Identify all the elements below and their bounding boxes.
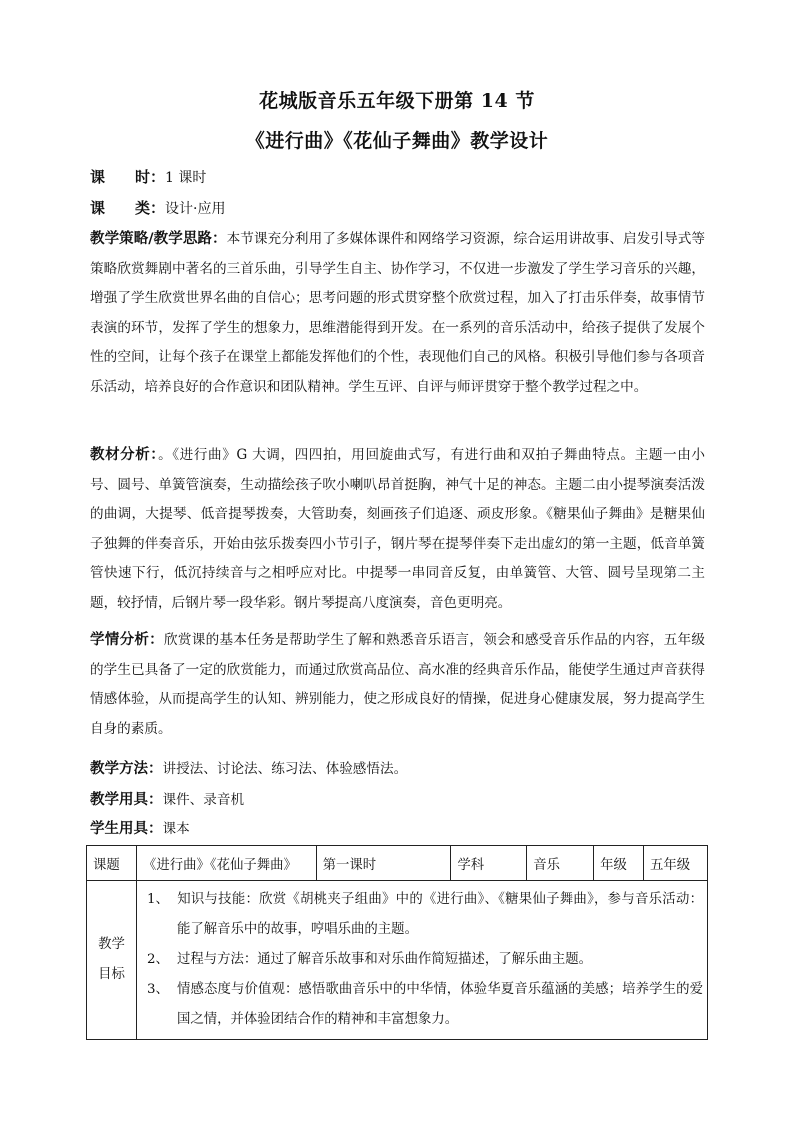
method-section bbox=[90, 755, 705, 785]
table-cell-topic: 《进行曲》《花仙子舞曲》 bbox=[136, 846, 316, 881]
goals-label-line2: 目标 bbox=[98, 967, 125, 982]
goals-label-line1: 教学 bbox=[98, 937, 125, 952]
hours-label: 课 时： bbox=[90, 168, 166, 186]
goal-item bbox=[147, 885, 703, 945]
lesson-hours bbox=[90, 166, 206, 187]
document-title: 花城版音乐五年级下册第 14 节 bbox=[259, 90, 535, 112]
method-label: 教学方法： bbox=[90, 761, 163, 777]
goal-item bbox=[147, 975, 703, 1035]
goals-list bbox=[136, 881, 707, 1040]
lesson-type bbox=[90, 197, 225, 218]
student-text: 欣赏课的基本任务是帮助学生了解和熟悉音乐语言，领会和感受音乐作品的内容，五年级的学生已具备了一定的欣赏能力，而通过欣赏高品位、高水准的经典音乐作品，能使学生通过声音获得情感体验，从而提高学生的认知、辨别能力，使之形成良好的情操，促进身心健康发展，努力提高学生自身的素质。 bbox=[90, 632, 705, 737]
lesson-info-table bbox=[86, 845, 708, 1040]
student-tools-section bbox=[90, 815, 705, 845]
goal-number: 3、 bbox=[146, 982, 169, 997]
table-cell-grade: 五年级 bbox=[644, 846, 708, 881]
table-row bbox=[87, 846, 708, 881]
goal-item bbox=[147, 945, 703, 975]
hours-value: 1 课时 bbox=[165, 170, 207, 186]
table-cell-subject-label: 学科 bbox=[451, 846, 527, 881]
student-label: 学情分析： bbox=[90, 632, 164, 648]
document-subtitle: 《进行曲》《花仙子舞曲》教学设计 bbox=[245, 130, 549, 152]
table-cell-period: 第一课时 bbox=[316, 846, 451, 881]
table-cell-subject: 音乐 bbox=[527, 846, 594, 881]
type-label: 课 类： bbox=[90, 199, 166, 217]
material-analysis-section bbox=[90, 441, 705, 618]
analysis-text: 。《进行曲》G 大调，四四拍，用回旋曲式写，有进行曲和双拍子舞曲特点。主题一由小号、圆号、单簧管演奏，生动描绘孩子吹小喇叭昂首挺胸，神气十足的神态。主题二由小提琴演奏活泼的曲调，大提琴、低音提琴拨奏，大管助奏，刻画孩子们追逐、顽皮形象。《糖果仙子舞曲》是糖果仙子独舞的伴奏音乐，开始由弦乐拨奏四小节引子，钢片琴在提琴伴奏下走出虚幻的第一主题，低音单簧管快速下行，低沉持续音与之相呼应对比。中提琴一串同音反复，由单簧管、大管、圆号呈现第二主题，较抒情，后钢片琴一段华彩。钢片琴提高八度演奏，音色更明亮。 bbox=[90, 447, 705, 611]
tools-text: 课件、录音机 bbox=[162, 792, 245, 808]
strategy-text: 本节课充分利用了多媒体课件和网络学习资源，综合运用讲故事、启发引导式等策略欣赏舞剧中著名的三首乐曲，引导学生自主、协作学习，不仅进一步激发了学生学习音乐的兴趣，增强了学生欣赏世界名曲的自信心；思考问题的形式贯穿整个欣赏过程，加入了打击乐伴奏，故事情节表演的环节，发挥了学生的想象力，思维潜能得到开发。在一系列的音乐活动中，给孩子提供了发展个性的空间，让每个孩子在课堂上都能发挥他们的个性，表现他们自己的风格。积极引导他们参与各项音乐活动，培养良好的合作意识和团队精神。学生互评、自评与师评贯穿于整个教学过程之中。 bbox=[90, 231, 706, 395]
table-cell-grade-label: 年级 bbox=[594, 846, 644, 881]
tools-label: 教学用具： bbox=[90, 792, 163, 808]
type-value: 设计·应用 bbox=[165, 201, 226, 217]
goal-number: 2、 bbox=[146, 952, 169, 967]
stools-label: 学生用具： bbox=[90, 821, 163, 837]
goal-text: 知识与技能：欣赏《胡桃夹子组曲》中的《进行曲》、《糖果仙子舞曲》，参与音乐活动：能了解音乐中的故事，哼唱乐曲的主题。 bbox=[176, 892, 703, 937]
goal-text: 过程与方法：通过了解音乐故事和对乐曲作简短描述，了解乐曲主题。 bbox=[176, 952, 593, 967]
student-analysis-section bbox=[90, 626, 705, 744]
table-row bbox=[87, 881, 708, 1040]
goal-text: 情感态度与价值观：感悟歌曲音乐中的中华情，体验华夏音乐蕴涵的美感；培养学生的爱国之情，并体验团结合作的精神和丰富想象力。 bbox=[176, 982, 703, 1027]
strategy-label: 教学策略/教学思路： bbox=[90, 231, 227, 247]
stools-text: 课本 bbox=[162, 821, 190, 837]
strategy-section bbox=[90, 225, 705, 402]
table-cell-topic-label: 课题 bbox=[87, 846, 137, 881]
goals-label bbox=[87, 881, 137, 1040]
goal-number: 1、 bbox=[146, 892, 169, 907]
teaching-tools-section bbox=[90, 786, 705, 816]
method-text: 讲授法、讨论法、练习法、体验感悟法。 bbox=[162, 761, 408, 777]
analysis-label: 教材分析： bbox=[90, 447, 159, 463]
